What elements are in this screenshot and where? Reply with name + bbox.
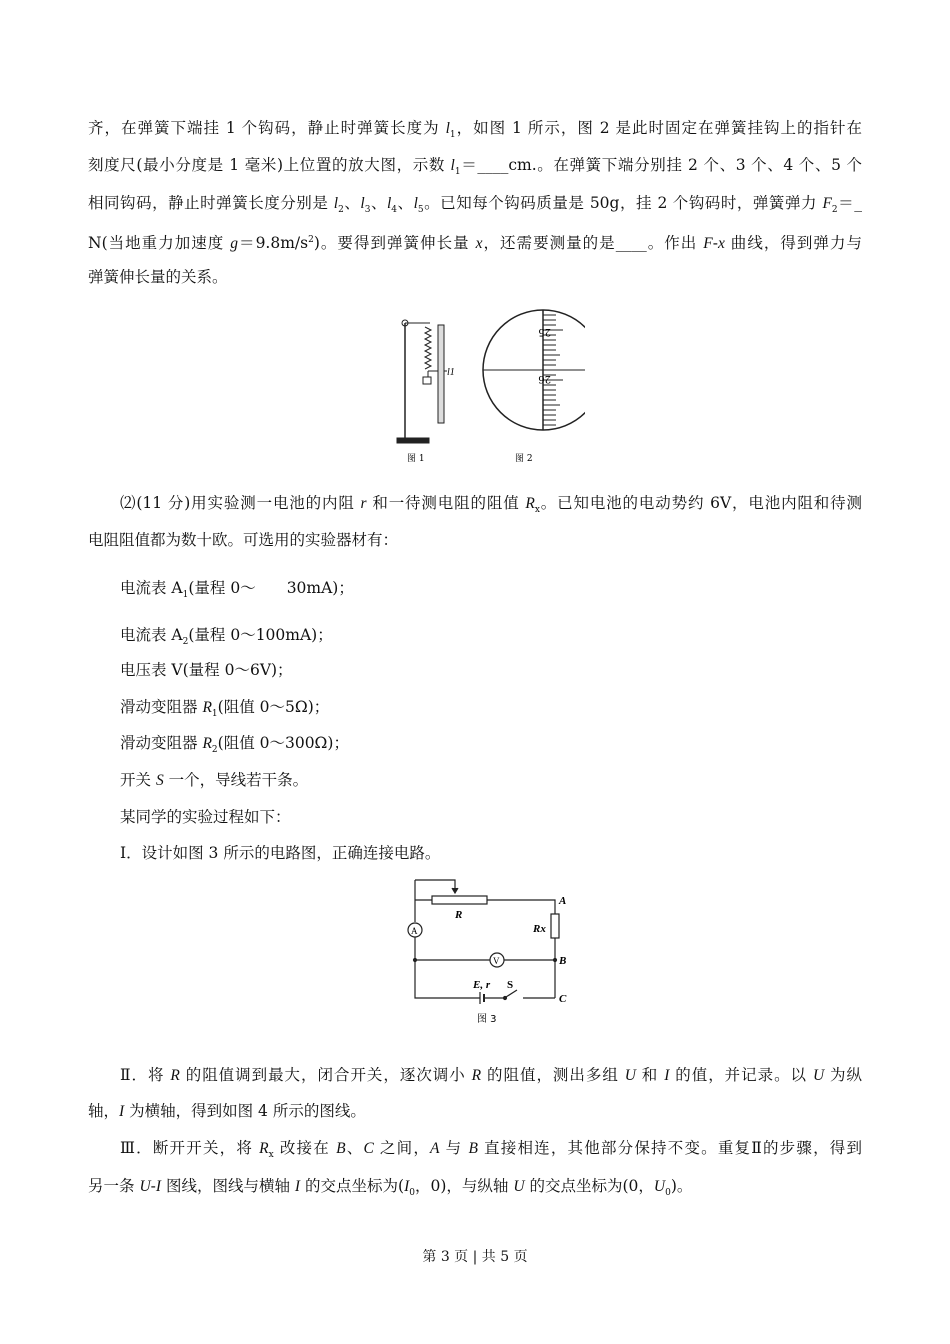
text-segment: )。 — [670, 1177, 693, 1195]
text-line — [120, 1138, 862, 1165]
text-segment: x — [534, 505, 540, 516]
text-segment: 一个，导线若干条。 — [163, 771, 309, 789]
magnified-scale-figure — [483, 310, 585, 430]
text-segment: 轴， — [88, 1102, 120, 1120]
text-segment: I — [119, 1103, 125, 1120]
text-segment: 为纵 — [824, 1066, 863, 1084]
spring-apparatus-figure — [397, 320, 447, 443]
fig1-caption: 图 1 — [407, 454, 425, 464]
text-segment: C — [363, 1140, 374, 1157]
text-line — [120, 493, 862, 520]
text-segment: U — [624, 1067, 636, 1084]
label-C: C — [559, 993, 567, 1005]
label-A: A — [559, 895, 567, 907]
text-segment: U — [139, 1178, 151, 1195]
voltmeter-icon: V — [493, 956, 500, 966]
text-segment: 和一待测电阻的阻值 — [366, 494, 526, 512]
text-segment: 和 — [635, 1066, 665, 1084]
text-line — [88, 1101, 366, 1122]
text-segment: 开关 — [120, 771, 156, 789]
text-segment: R — [259, 1140, 269, 1157]
text-line — [120, 770, 308, 791]
text-segment: )。要得到弹簧伸长量 — [313, 234, 476, 253]
text-segment: 2 — [182, 637, 189, 648]
text-segment: F — [822, 195, 832, 212]
text-segment: (量程 0～ 30mA)； — [188, 579, 354, 597]
text-segment: N(当地重力加速度 — [88, 234, 231, 253]
page-footer: 第 3 页 | 共 5 页 — [422, 1249, 528, 1265]
text-segment: I — [294, 1178, 301, 1195]
text-segment: I — [155, 1178, 162, 1195]
text-segment: 。已知每个钩码质量是 50g，挂 2 个钩码时，弹簧弹力 — [423, 194, 823, 212]
text-segment: ，如图 1 所示，图 2 是此时固定在弹簧挂钩上的指针在 — [455, 119, 862, 137]
text-segment: 之间， — [373, 1139, 431, 1157]
text-segment: ＝____cm.。在弹簧下端分别挂 2 个、3 个、4 个、5 个 — [460, 156, 862, 174]
fig1-l1-label: l1 — [447, 367, 455, 378]
fig2-caption: 图 2 — [515, 454, 533, 464]
label-switch: S — [507, 979, 514, 991]
text-segment: 、 — [343, 194, 361, 212]
text-segment: 滑动变阻器 — [120, 698, 203, 716]
fig3-caption: 图 3 — [477, 1014, 497, 1025]
text-segment: (阻值 0～5Ω)； — [217, 698, 330, 716]
text-segment: U — [513, 1178, 525, 1195]
text-segment: (量程 0～100mA)； — [188, 626, 333, 644]
text-segment: 、 — [397, 194, 414, 212]
text-segment: 直接相连，其他部分保持不变。重复Ⅱ的步骤，得到 — [477, 1139, 862, 1157]
text-segment: R — [202, 699, 212, 716]
label-R: R — [455, 909, 463, 921]
text-line — [88, 530, 398, 550]
text-segment: ＝_ — [837, 194, 862, 212]
ammeter-icon: A — [411, 926, 418, 936]
text-segment: l — [450, 157, 455, 174]
text-segment: R — [471, 1067, 482, 1084]
text-line — [88, 1176, 692, 1203]
text-line — [120, 807, 291, 827]
text-segment: 与 — [439, 1139, 469, 1157]
text-segment: 、 — [345, 1139, 364, 1157]
text-segment: 。已知电池的电动势约 6V，电池内阻和待测 — [539, 494, 862, 512]
text-segment: R — [202, 735, 212, 752]
text-segment: 为横轴，得到如图 4 所示的图线。 — [124, 1102, 366, 1120]
text-line — [88, 230, 862, 254]
text-segment: A — [430, 1140, 440, 1157]
text-segment: ，0)，与纵轴 — [414, 1177, 514, 1195]
text-line — [120, 697, 329, 724]
text-segment: 1 — [182, 590, 189, 601]
text-segment: 的值，并记录。以 — [669, 1066, 813, 1084]
text-segment: 刻度尺(最小分度是 1 毫米)上位置的放大图，示数 — [88, 156, 451, 174]
text-segment: Ⅱ．将 — [120, 1066, 171, 1084]
text-segment: l — [360, 195, 365, 212]
text-line — [120, 733, 349, 760]
text-segment: I — [664, 1067, 670, 1084]
text-segment: 1 — [454, 167, 461, 178]
text-segment: l — [386, 195, 392, 212]
text-line — [88, 118, 862, 145]
text-segment: x — [268, 1150, 274, 1161]
text-segment: 的交点坐标为( — [300, 1177, 405, 1195]
text-segment: 电压表 V(量程 0～6V)； — [120, 661, 293, 679]
text-segment: l — [445, 120, 450, 137]
text-line — [120, 843, 440, 863]
text-segment: l — [333, 195, 339, 212]
text-segment: l — [413, 195, 418, 212]
text-segment: 1 — [211, 709, 218, 720]
text-segment: r — [360, 495, 367, 512]
figure-3-circuit — [395, 872, 595, 1032]
text-segment: 2 — [338, 205, 344, 216]
text-segment: 的交点坐标为(0， — [524, 1177, 654, 1195]
text-segment: U — [653, 1178, 666, 1195]
text-segment: (阻值 0～300Ω)； — [217, 734, 349, 752]
text-line — [120, 578, 354, 605]
text-segment: ⑵(11 分)用实验测一电池的内阻 — [120, 494, 361, 512]
text-segment: - — [150, 1177, 156, 1195]
text-segment: B — [468, 1140, 478, 1157]
text-segment: 5 — [417, 205, 424, 216]
text-segment: R — [525, 495, 535, 512]
label-B: B — [559, 955, 567, 967]
label-Rx: Rx — [533, 923, 546, 935]
figure-1-2 — [385, 305, 585, 470]
text-segment: 滑动变阻器 — [120, 734, 203, 752]
text-segment: ＝9.8m/s — [238, 234, 309, 253]
text-segment: 曲线，得到弹力与 — [724, 234, 862, 253]
text-line — [120, 1065, 862, 1086]
text-segment: 电阻阻值都为数十欧。可选用的实验器材有： — [88, 531, 399, 549]
scale-tick-26: 26 — [538, 373, 551, 384]
text-segment: g — [230, 235, 239, 253]
label-battery: E, r — [473, 979, 491, 991]
text-segment: 图线，图线与横轴 — [161, 1177, 295, 1195]
text-segment: R — [170, 1067, 180, 1084]
text-segment: 另一条 — [88, 1177, 140, 1195]
text-segment: B — [336, 1140, 346, 1157]
text-segment: 0 — [665, 1188, 671, 1199]
text-segment: 电流表 A — [120, 626, 183, 644]
text-segment: 弹簧伸长量的关系。 — [88, 268, 228, 286]
text-segment: 某同学的实验过程如下： — [120, 808, 291, 826]
text-line — [120, 625, 333, 652]
text-segment: Ⅲ．断开开关，将 — [120, 1139, 260, 1157]
text-segment: 的阻值，测出多组 — [481, 1066, 625, 1084]
text-segment: x — [717, 235, 725, 253]
text-segment: I — [404, 1178, 410, 1195]
text-line — [88, 267, 228, 287]
text-segment: 3 — [364, 205, 371, 216]
text-segment: 0 — [409, 1188, 415, 1199]
text-segment: Ⅰ．设计如图 3 所示的电路图，正确连接电路。 — [120, 844, 441, 862]
text-segment: 4 — [391, 205, 398, 216]
text-segment: - — [712, 234, 718, 253]
text-segment: 电流表 A — [120, 579, 183, 597]
text-segment: 、 — [370, 194, 387, 212]
text-segment: ，还需要测量的是____。作出 — [482, 234, 704, 253]
text-segment: 2 — [308, 235, 314, 245]
text-segment: 齐，在弹簧下端挂 1 个钩码，静止时弹簧长度为 — [88, 119, 446, 137]
text-line — [120, 660, 293, 680]
text-segment: 2 — [211, 745, 218, 756]
text-segment: 1 — [449, 130, 456, 141]
text-line — [88, 155, 862, 182]
text-segment: 2 — [831, 205, 838, 216]
text-segment: x — [475, 235, 483, 253]
text-segment: F — [703, 235, 713, 253]
text-segment: S — [155, 772, 164, 789]
text-line — [88, 193, 862, 220]
text-segment: U — [812, 1067, 825, 1084]
text-segment: 改接在 — [273, 1139, 337, 1157]
text-segment: 相同钩码，静止时弹簧长度分别是 — [88, 194, 334, 212]
text-segment: 的阻值调到最大，闭合开关，逐次调小 — [179, 1066, 472, 1084]
scale-tick-25: 25 — [538, 326, 551, 337]
